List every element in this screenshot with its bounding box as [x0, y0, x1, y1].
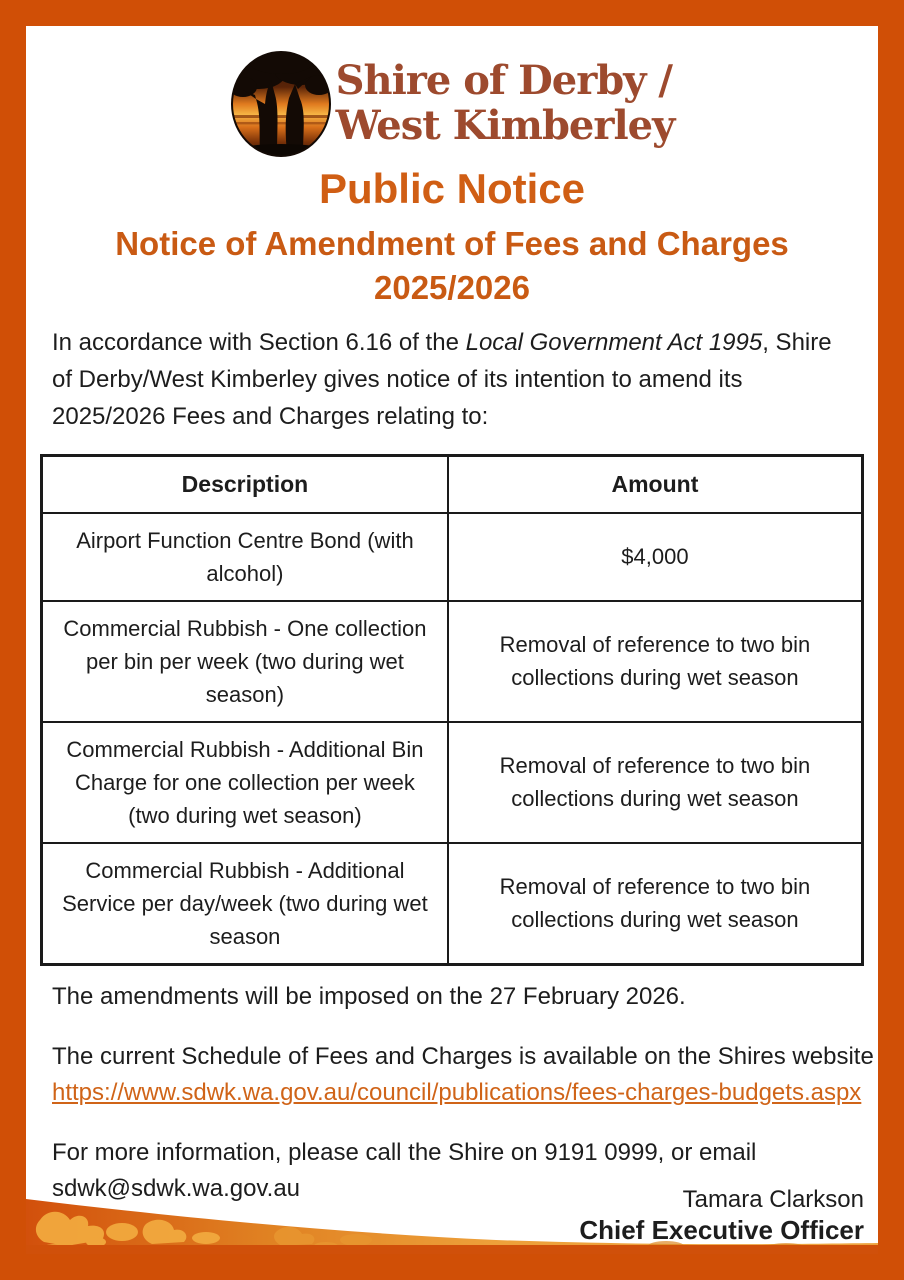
shire-header [38, 50, 866, 158]
description-cell: Commercial Rubbish - One collection per bin per week (two during wet season) [42, 601, 448, 722]
table-row [42, 722, 863, 843]
org-name [336, 59, 675, 149]
amount-column-header: Amount [448, 456, 863, 513]
table-row [42, 843, 863, 965]
subtitle-line1: Notice of Amendment of Fees and Charges [115, 225, 789, 263]
contact-text: For more information, please call the Shire on 9191 0999, or email [52, 1139, 757, 1167]
intro-text-before: In accordance with Section 6.16 of the [52, 329, 466, 357]
table-header-row [42, 456, 863, 513]
boab-trees-sunset-logo-icon [230, 51, 332, 157]
amount-cell: Removal of reference to two bin collections during wet season [448, 722, 863, 843]
signature-block [579, 1185, 864, 1246]
fees-charges-link[interactable]: https://www.sdwk.wa.gov.au/council/publications/fees-charges-budgets.aspx [52, 1079, 862, 1107]
table-row [42, 513, 863, 601]
notice-content [26, 26, 878, 1254]
ceo-name: Tamara Clarkson [682, 1185, 864, 1213]
description-cell: Airport Function Centre Bond (with alcohol) [42, 513, 448, 601]
page-title: Public Notice [318, 165, 586, 212]
schedule-text: The current Schedule of Fees and Charges is available on the Shires website [52, 1043, 874, 1071]
description-cell: Commercial Rubbish - Additional Service per day/week (two during wet season [42, 843, 448, 965]
contact-email: sdwk@sdwk.wa.gov.au [52, 1175, 301, 1203]
description-cell: Commercial Rubbish - Additional Bin Charge for one collection per week (two during wet season) [42, 722, 448, 843]
subtitle-line2: 2025/2026 [374, 268, 530, 306]
org-name-line1: Shire of Derby / [335, 57, 673, 105]
fees-amendment-table [40, 454, 864, 966]
table-row [42, 601, 863, 722]
description-column-header: Description [42, 456, 448, 513]
imposition-date-line: The amendments will be imposed on the 27 February 2026. [52, 982, 686, 1010]
act-name-italic: Local Government Act 1995 [465, 329, 763, 357]
schedule-paragraph [38, 1039, 874, 1111]
amount-cell: Removal of reference to two bin collections during wet season [448, 601, 863, 722]
amount-cell: Removal of reference to two bin collections during wet season [448, 843, 863, 965]
ceo-title: Chief Executive Officer [579, 1214, 864, 1245]
intro-paragraph [38, 325, 866, 436]
amount-cell: $4,000 [448, 513, 863, 601]
intro-text-after: , Shire of Derby/West Kimberley gives notice of its intention to amend its 2025/2026 Fees and Charges relating to: [52, 329, 832, 431]
notice-subtitle [38, 222, 866, 309]
org-name-line2: West Kimberley [335, 102, 675, 149]
